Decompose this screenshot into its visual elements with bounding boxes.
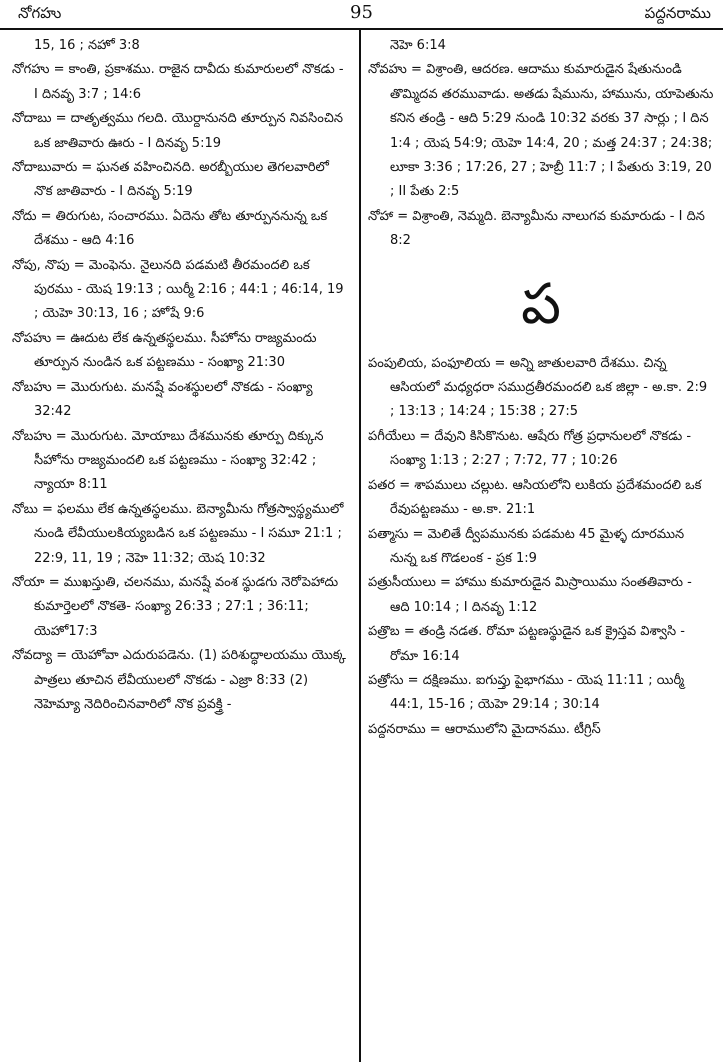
dictionary-entry: నోబహు = మొరుగుట. మోయాబు దేశమునకు తూర్పు దిక్కున సీహోను రాజ్యమందలి ఒక పట్టణము - సంఖ్యా 32:42 ; న్యాయా 8:11 (12, 428, 324, 493)
dictionary-entry: పత్మాసు = మెలితే ద్వీపమునకు పడమట 45 మైళ్ళ దూరమున నున్న ఒక గొడలంక - ప్రక 1:9 (368, 526, 685, 566)
dictionary-entry: నోగహు = కాంతి, ప్రకాశము. రాజైన దావీదు కుమారులలో నొకడు - I దినవృ 3:7 ; 14:6 (12, 62, 344, 102)
right-column (368, 34, 714, 742)
dictionary-entry: పంపులియ, పంఫూలియ = అన్ని జాతులవారి దేశము. చిన్న ఆసియలో మధ్యధరా సముద్రతీరమందలి ఒక జిల్లా - అ.కా. 2:9 ; 13:13 ; 14:24 ; 15:38 ; 27:5 (368, 355, 708, 420)
dictionary-entry: నోదాబువారు = ఘనత వహించినది. అరబ్బీయుల తెగలవారిలో నొక జాతివారు - I దినవృ 5:19 (12, 160, 329, 200)
header-left-word: నోగహు (18, 4, 62, 22)
right-column-top-entries (368, 34, 714, 254)
column-divider (359, 30, 361, 1062)
right-column-bottom-entries (368, 352, 714, 743)
dictionary-entry: పద్దనరాము = ఆరాములోని మైదానము. టీగ్రిస్ (368, 721, 601, 737)
dictionary-entry: పత్రొబ = తండ్రి నడత. రోమా పట్టణస్థుడైన ఒక క్రైస్తవ విశ్వాసి - రోమా 16:14 (368, 624, 685, 664)
dictionary-entry: నోబు = ఫలము లేక ఉన్నతస్థలము. బెన్యామీను గోత్రస్వాస్థ్యములో నుండి లేవీయులకియ్యబడిన ఒక పట్టణము - I సమూ 21:1 ; 22:9, 11, 19 ; నెహె 11:32; యెష 10:32 (12, 501, 344, 566)
left-column (12, 34, 350, 717)
dictionary-entry: పతర = శాపములు చల్లుట. ఆసియలోని లుకియ ప్రదేశమందలి ఒక రేవుపట్టణము - అ.కా. 21:1 (368, 477, 702, 518)
dictionary-entry: నోవద్యా = యెహోవా ఎదురుపడెను. (1) పరిశుద్ధాలయము యొక్క పాత్రలు తూచిన లేవీయులలో నొకడు - ఎజ్రా 8:33 (2) నెహెమ్యా నెదిరించినవారిలో నొక ప్రవక్త్రి - (12, 648, 346, 712)
dictionary-entry: నోబహు = మొరుగుట. మనష్షే వంశస్థులలో నొకడు - సంఖ్యా 32:42 (12, 379, 313, 420)
dictionary-entry: పగీయేలు = దేవుని కిసికొనుట. ఆషేరు గోత్ర ప్రధానులలో నొకడు - సంఖ్యా 1:13 ; 2:27 ; 7:72, 77 ; 10:26 (368, 428, 692, 469)
page-header (0, 0, 723, 30)
section-letter: ప (521, 271, 561, 337)
dictionary-entry: నోదాబు = దాతృత్వము గలది. యొర్దానునది తూర్పున నివసించిన ఒక జాతివారు ఊరు - I దినవృ 5:19 (12, 111, 343, 151)
dictionary-entry: నోవహు = విశ్రాంతి, ఆదరణ. ఆదాము కుమారుడైన షేతునుండి తొమ్మిదవ తరమువాడు. అతడు షేమును, హామును, యాపెతును కనిన తండ్రి - ఆది 5:29 నుండి 10:32 వరకు 37 సార్లు ; I దిన 1:4 ; యెష 54:9; యెహె 14:4, 20 ; మత్త 24:37 ; 24:38; లూకా 3:36 ; 17:26, 27 ; హెబ్రీ 11:7 ; I పేతురు 3:19, 20 ; II పేతు 2:5 (368, 62, 714, 200)
dictionary-entry: నోహా = విశ్రాంతి, నెమ్మది. బెన్యామీను నాలుగవ కుమారుడు - I దిన 8:2 (368, 208, 705, 249)
dictionary-entry: పత్రోసు = దక్షిణము. ఐగుప్తు పైభాగము - యెష 11:11 ; యిర్మీ 44:1, 15-16 ; యెహె 29:14 ; 30:14 (368, 672, 685, 713)
entry-continuation: నెహె 6:14 (390, 38, 446, 53)
dictionary-entry: నోదు = తిరుగుట, సంచారము. ఏదెను తోట తూర్పుననున్న ఒక దేశము - ఆది 4:16 (12, 208, 328, 249)
dictionary-entry: నోపు, నొపు = మెంఫెను. నైలునది పడమటి తీరమందలి ఒక పురము - యెష 19:13 ; యిర్మీ 2:16 ; 44:1 ; 46:14, 19 ; యెహె 30:13, 16 ; హోషే 9:6 (12, 257, 344, 322)
dictionary-entry: నోయా = ముఖస్తుతి, చలనము, మనష్షే వంశ స్థుడగు నెరోపెహాదు కుమార్తెలలో నొకతె- సంఖ్యా 26:33 ; 27:1 ; 36:11; యెహో17:3 (12, 574, 339, 639)
dictionary-entry: పత్రుసీయులు = హాము కుమారుడైన మిస్రాయిము సంతతివారు - ఆది 10:14 ; I దినవృ 1:12 (368, 575, 692, 615)
page-number: 95 (350, 2, 373, 23)
dictionary-entry: నోపహు = ఊదుట లేక ఉన్నతస్థలము. సీహోను రాజ్యమందు తూర్పున నుండిన ఒక పట్టణము - సంఖ్యా 21:30 (12, 330, 317, 371)
header-right-word: పద్దనరాము (644, 4, 711, 22)
entry-continuation: 15, 16 ; నహో 3:8 (34, 38, 140, 53)
